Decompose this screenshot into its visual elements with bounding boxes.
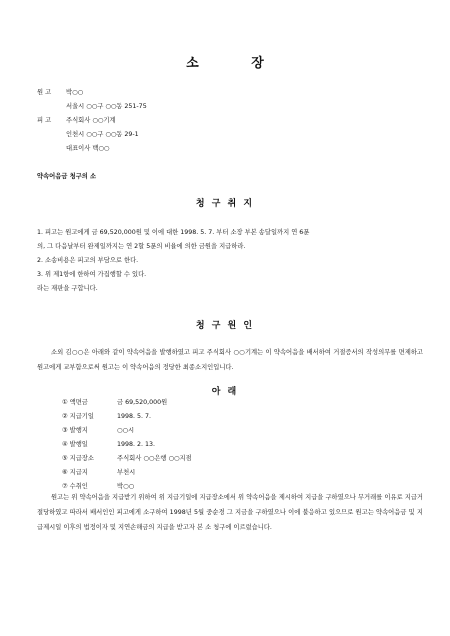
- below-heading: 아 래: [211, 387, 239, 397]
- note-item-value: 1998. 5. 7.: [117, 413, 152, 420]
- note-item-key: ③ 발행지: [62, 427, 88, 434]
- note-item-value: 박○○: [117, 483, 135, 490]
- plaintiff-address: 서울시 ○○구 ○○동 251-75: [66, 103, 147, 110]
- note-item-key: ⑥ 지급지: [62, 469, 88, 476]
- claim-line: 라는 재판을 구합니다.: [37, 285, 98, 292]
- claim-line: 3. 위 제1항에 한하여 가집행할 수 있다.: [37, 271, 147, 278]
- plaintiff-role: 원 고: [37, 89, 52, 96]
- note-item-key: ① 액면금: [62, 399, 88, 406]
- note-item-value: 부천시: [117, 469, 136, 476]
- plaintiff-name: 박○○: [66, 89, 84, 96]
- note-item-value: 1998. 2. 13.: [117, 441, 156, 448]
- note-item-key: ⑤ 지급장소: [62, 455, 94, 462]
- defendant-address: 인천시 ○○구 ○○동 29-1: [66, 131, 139, 138]
- note-item-key: ④ 발행일: [62, 441, 88, 448]
- defendant-representative: 대표이사 백○○: [66, 145, 110, 152]
- note-item-value: 주식회사 ○○은행 ○○지점: [117, 455, 192, 462]
- note-item-value: 금 69,520,000원: [117, 399, 168, 406]
- claim-line: 의, 그 다음날부터 완제일까지는 연 2할 5푼의 비율에 의한 금원을 지급하라.: [37, 243, 246, 250]
- cause-paragraph: 소외 김○○은 아래와 같이 약속어음을 발행하였고 피고 주식회사 ○○기계는 이 약속어음을 배서하여 거절증서의 작성의무를 면제하고 원고에게 교부함으로써 원고는 이 약속어음의 정당한 최종소지인입니다.: [37, 349, 423, 371]
- note-item-value: ○○시: [117, 427, 135, 434]
- defendant-name: 주식회사 ○○기계: [66, 117, 116, 124]
- claim-line: 1. 피고는 원고에게 금 69,520,000원 및 이에 대한 1998. 5. 7. 부터 소장 부본 송달일까지 연 6푼: [37, 229, 310, 236]
- note-item-key: ⑦ 수취인: [62, 483, 88, 490]
- closing-paragraph: 원고는 위 약속어음을 지급받기 위하여 위 지급기일에 지급장소에서 위 약속어음을 제시하여 지급을 구하였으나 무거래를 이유로 지급거절당하였고 따라서 배서인인 피고에게 소구하여 1998년 5월 중순경 그 지금을 구하였으나 이에 불응하고 있으므로 원고는 약속어음금 및 지급제시일 이후의 법정이자 및 지연손해금의 지급을 받고자 본 소 청구에 이르렀습니다.: [37, 494, 423, 531]
- document-title: 소 장: [186, 56, 288, 71]
- note-item-key: ② 지급기일: [62, 413, 94, 420]
- defendant-role: 피 고: [37, 117, 52, 124]
- case-name: 약속어음금 청구의 소: [37, 173, 97, 180]
- cause-heading: 청 구 원 인: [195, 321, 255, 331]
- claim-heading: 청 구 취 지: [195, 199, 255, 209]
- claim-line: 2. 소송비용은 피고의 부담으로 한다.: [37, 257, 139, 264]
